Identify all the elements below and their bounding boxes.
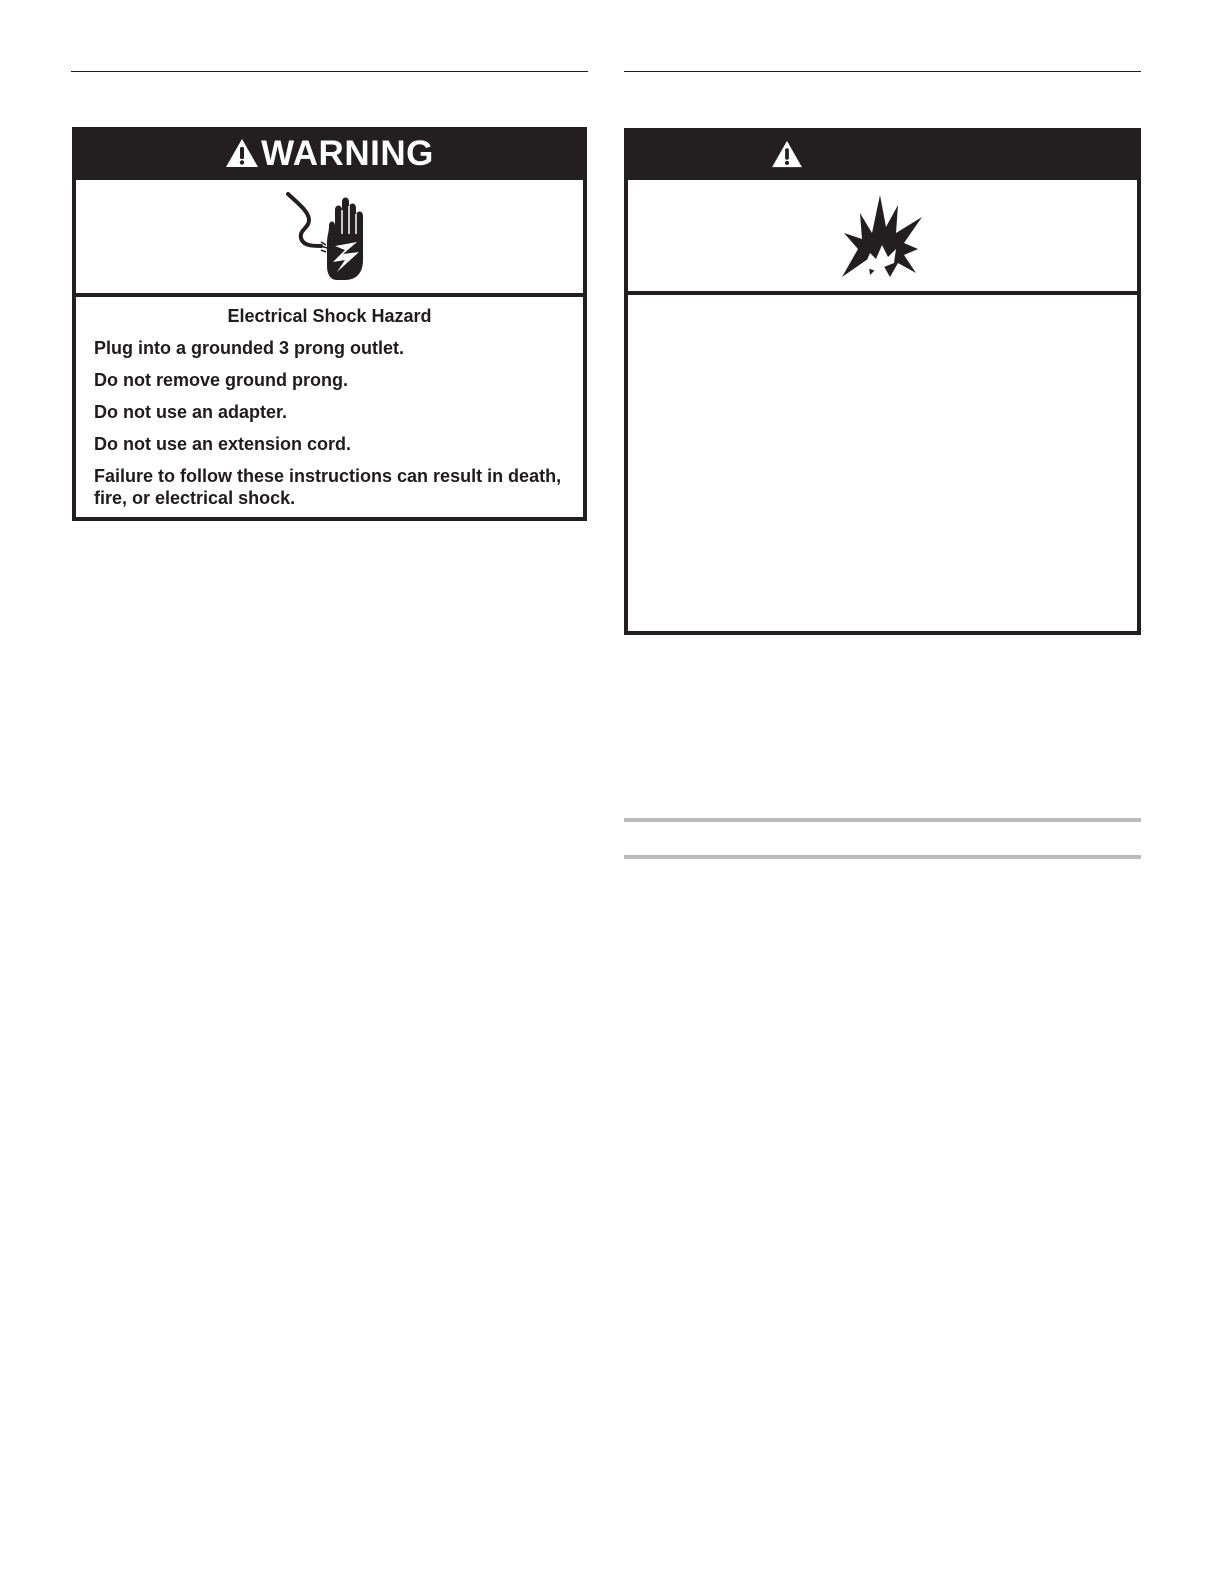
pictogram-panel — [76, 180, 583, 293]
electrical-shock-hand-icon — [285, 190, 375, 284]
instruction-line: Failure to follow these instructions can result in death, fire, or electrical shock. — [94, 466, 562, 508]
pictogram-panel — [628, 180, 1137, 291]
warning-triangle-icon — [225, 138, 259, 168]
instruction-line: Do not use an extension cord. — [94, 434, 352, 454]
instruction-line: Do not remove ground prong. — [94, 370, 348, 390]
electrical-shock-warning-box — [72, 127, 587, 521]
warning-header — [72, 127, 587, 179]
explosion-icon — [838, 193, 928, 279]
warning-header — [624, 128, 1141, 180]
top-rule-left — [71, 71, 588, 72]
instruction-line: Plug into a grounded 3 prong outlet. — [94, 338, 404, 358]
signal-word: WARNING — [261, 133, 434, 173]
instruction-line: Do not use an adapter. — [94, 402, 288, 422]
explosion-warning-box — [624, 128, 1141, 635]
hazard-title: Electrical Shock Hazard — [227, 306, 432, 326]
hazard-text-panel — [76, 297, 583, 517]
warning-triangle-icon — [771, 140, 803, 168]
section-divider-bottom — [624, 855, 1141, 859]
hazard-text-panel — [628, 295, 1137, 631]
top-rule-right — [624, 71, 1141, 72]
section-divider-top — [624, 818, 1141, 822]
